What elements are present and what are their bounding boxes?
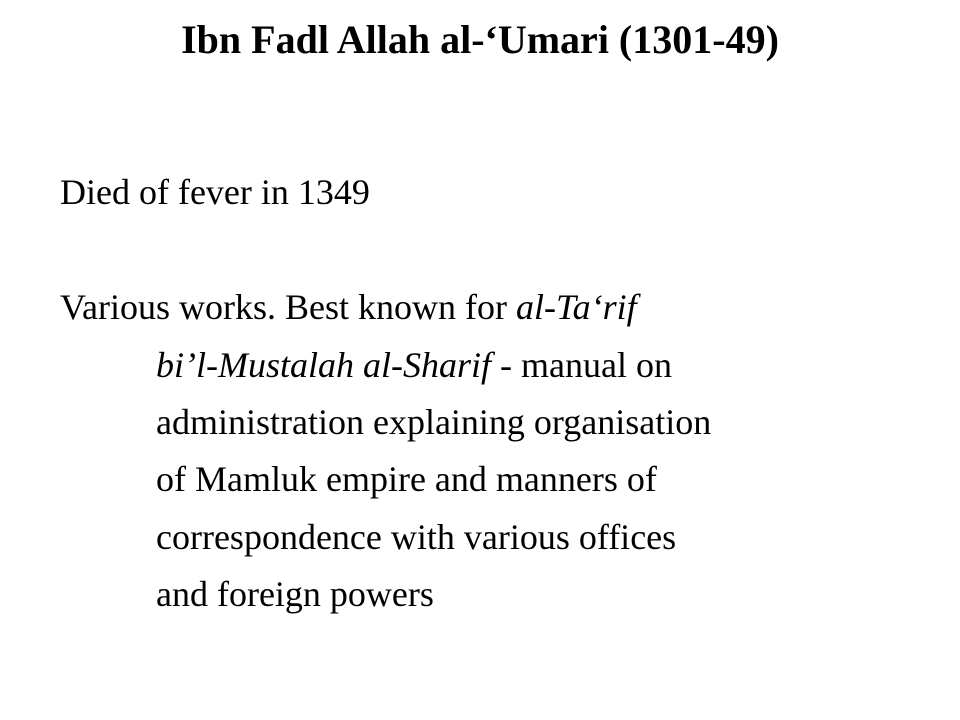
works-line-5: correspondence with various offices (156, 517, 677, 557)
works-line-4: of Mamluk empire and manners of (156, 459, 657, 499)
works-line-3: administration explaining organisation (156, 402, 712, 442)
works-line-6: and foreign powers (156, 574, 434, 614)
slide-title: Ibn Fadl Allah al-‘Umari (1301-49) (181, 17, 779, 62)
works-line-2 (156, 341, 672, 389)
work-title-part-2: bi’l-Mustalah al-Sharif (156, 345, 491, 385)
works-description-start: - manual on (491, 345, 672, 385)
works-line-1 (60, 283, 637, 331)
work-title-part-1: al-Ta‘rif (515, 287, 637, 327)
died-text: Died of fever in 1349 (60, 172, 370, 212)
works-intro: Various works. Best known for (60, 287, 516, 327)
